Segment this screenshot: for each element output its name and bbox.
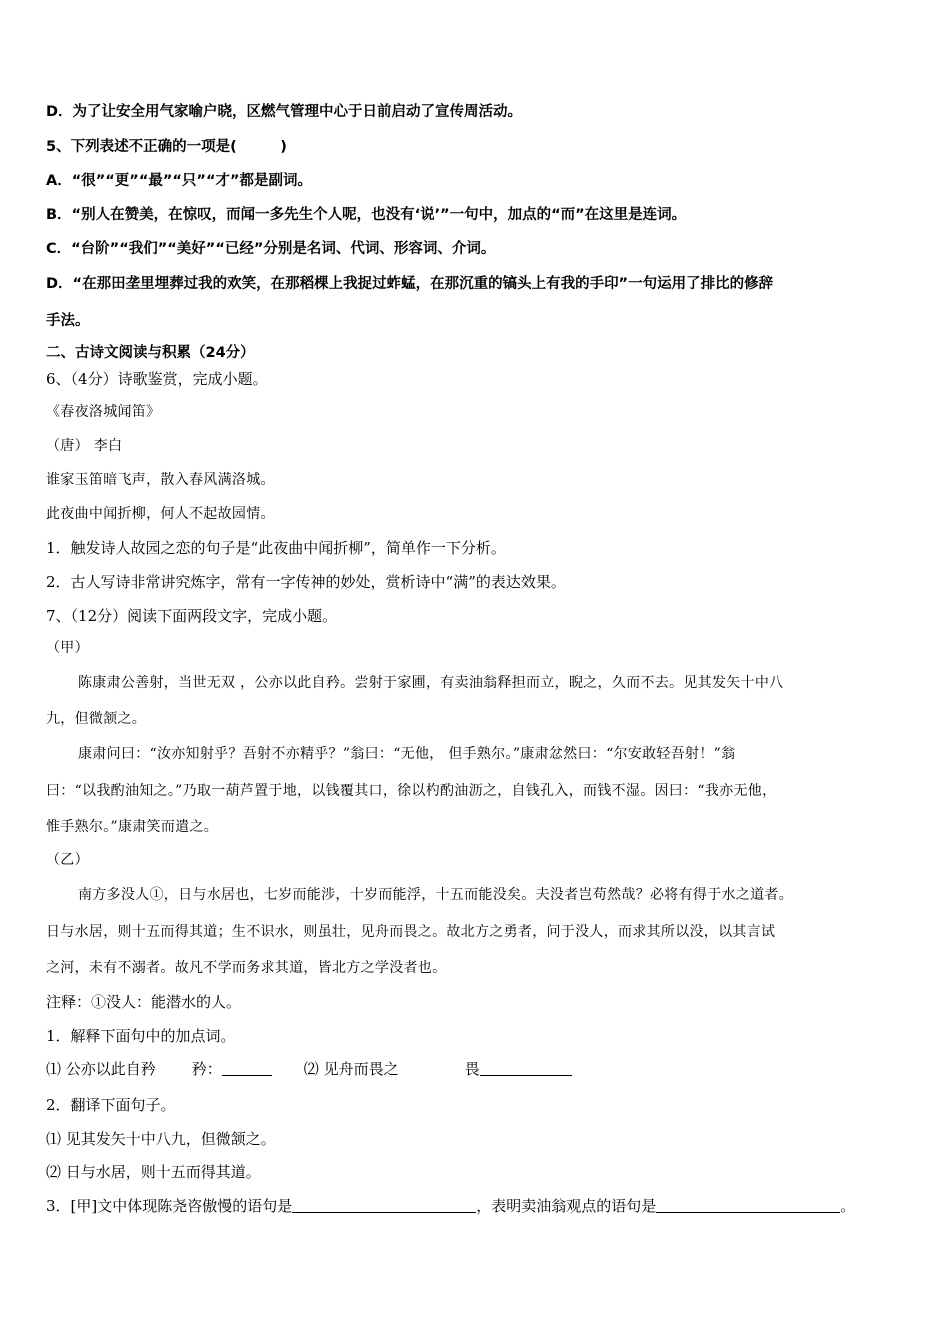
answer-blank-wei[interactable]	[480, 1059, 572, 1076]
q7-sub3-part1: 3．[甲]文中体现陈尧咨傲慢的语句是	[46, 1197, 293, 1215]
q5-option-a: A．“很”“更”“最”“只”“才”都是副词。	[46, 173, 313, 189]
q7-sub1-stem: 1．解释下面句中的加点词。	[46, 1027, 236, 1045]
passage-jia-p2-line3: 惟手熟尔。”康肃笑而遣之。	[46, 819, 219, 835]
section-heading: 二、古诗文阅读与积累（24分）	[46, 345, 255, 361]
q4-option-d: D．为了让安全用气家喻户晓，区燃气管理中心于日前启动了宣传周活动。	[46, 104, 523, 120]
q7-sub1-item2: ⑵ 见舟而畏之	[303, 1060, 399, 1078]
annotation-note: 注释：①没人：能潜水的人。	[46, 993, 242, 1011]
q6-sub1: 1．触发诗人故园之恋的句子是“此夜曲中闻折柳”，简单作一下分析。	[46, 539, 506, 557]
answer-blank-oil-seller[interactable]	[656, 1196, 840, 1213]
q7-sub2-stem: 2．翻译下面句子。	[46, 1096, 176, 1114]
answer-blank-jin[interactable]	[222, 1059, 272, 1076]
passage-yi-line3: 之河，未有不溺者。故凡不学而务求其道，皆北方之学没者也。	[46, 960, 447, 976]
q7-sub3	[46, 1196, 855, 1216]
q5-option-d-line1: D．“在那田垄里埋葬过我的欢笑，在那稻棵上我捉过蚱蜢，在那沉重的镐头上有我的手印”一句运用了排比的修辞	[46, 276, 774, 292]
passage-yi-line1: 南方多没人①，日与水居也，七岁而能涉，十岁而能浮，十五而能没矣。夫没者岂苟然哉？必将有得于水之道者。	[78, 887, 793, 903]
passage-jia-label: （甲）	[46, 640, 89, 656]
q7-sub1-item2-word: 畏	[464, 1060, 480, 1078]
passage-jia-p2-line2: 曰：“以我酌油知之。”乃取一葫芦置于地，以钱覆其口，徐以杓酌油沥之，自钱孔入，而钱不湿。因曰：“我亦无他，	[46, 783, 777, 799]
q7-sub3-part2: ，表明卖油翁观点的语句是	[476, 1197, 657, 1215]
q7-sub3-end: 。	[840, 1197, 856, 1215]
passage-jia-p1-line1: 陈康肃公善射，当世无双 ，公亦以此自矜。尝射于家圃，有卖油翁释担而立，睨之，久而不去。见其发矢十中八	[78, 675, 784, 691]
q6-stem: 6、（4分）诗歌鉴赏，完成小题。	[46, 370, 268, 388]
q5-option-d-line2: 手法。	[46, 313, 90, 329]
poem-line-2: 此夜曲中闻折柳，何人不起故园情。	[46, 506, 275, 522]
passage-jia-p1-line2: 九，但微颔之。	[46, 711, 147, 727]
q7-stem: 7、（12分）阅读下面两段文字，完成小题。	[46, 607, 338, 625]
q7-sub1-item1-word: 矜：	[191, 1060, 222, 1078]
q7-sub1-item1: ⑴ 公亦以此自矜	[46, 1060, 156, 1078]
poem-author: （唐） 李白	[46, 438, 123, 454]
passage-yi-line2: 日与水居，则十五而得其道；生不识水，则虽壮，见舟而畏之。故北方之勇者，问于没人，而求其所以没，以其言试	[46, 924, 776, 940]
q5-stem: 5、下列表述不正确的一项是( )	[46, 139, 287, 155]
q5-option-c: C．“台阶”“我们”“美好”“已经”分别是名词、代词、形容词、介词。	[46, 241, 496, 257]
answer-blank-arrogance[interactable]	[292, 1196, 476, 1213]
poem-title: 《春夜洛城闻笛》	[46, 404, 161, 420]
q7-sub2-item1: ⑴ 见其发矢十中八九，但微颔之。	[46, 1130, 276, 1148]
q7-sub2-item2: ⑵ 日与水居，则十五而得其道。	[46, 1163, 261, 1181]
poem-line-1: 谁家玉笛暗飞声，散入春风满洛城。	[46, 472, 275, 488]
q7-sub1-items	[46, 1059, 572, 1079]
passage-yi-label: （乙）	[46, 852, 89, 868]
passage-jia-p2-line1: 康肃问曰：“汝亦知射乎？吾射不亦精乎？”翁曰：“无他， 但手熟尔。”康肃忿然曰：“尔安敢轻吾射！”翁	[78, 746, 736, 762]
q5-option-b: B．“别人在赞美，在惊叹，而闻一多先生个人呢，也没有‘说’”一句中，加点的“而”在这里是连词。	[46, 207, 687, 223]
q6-sub2: 2．古人写诗非常讲究炼字，常有一字传神的妙处，赏析诗中“满”的表达效果。	[46, 573, 566, 591]
